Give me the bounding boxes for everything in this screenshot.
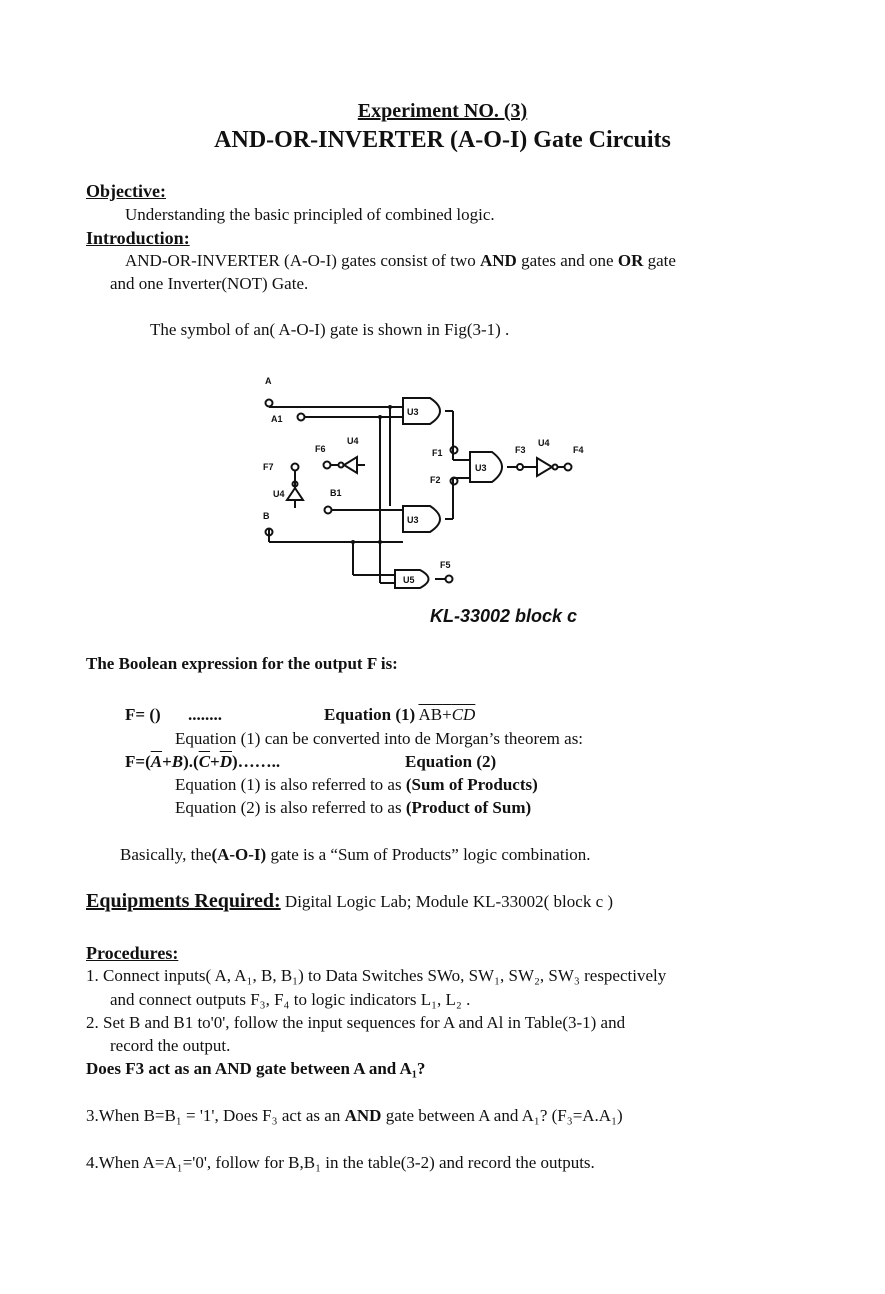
label-F2: F2 [430, 475, 441, 485]
figure-caption: KL-33002 block c [430, 606, 578, 626]
label-U3-top: U3 [407, 407, 419, 417]
experiment-number: Experiment NO. (3) [357, 100, 528, 122]
eq1-lhs: F= () [125, 705, 161, 724]
label-F7: F7 [263, 462, 274, 472]
label-B1: B1 [330, 488, 342, 498]
procedure-1-line1: 1. Connect inputs( A, A₁, B, B₁) to Data Switches SWo, SW₁, SW₂, SW₃ respectively [86, 966, 667, 985]
sop-line: Equation (1) is also referred to as (Sum of Products) [175, 775, 538, 794]
label-U4-right: U4 [538, 438, 550, 448]
label-B: B [263, 511, 270, 521]
label-F4: F4 [573, 445, 584, 455]
boolean-heading: The Boolean expression for the output F is: [86, 654, 398, 673]
introduction-line2: and one Inverter(NOT) Gate. [110, 274, 309, 293]
label-U5: U5 [403, 575, 415, 585]
eq2-expression: $F=(\overline{A}+B).(\overline{C}+\overline{D})\dots\dots$.. [125, 752, 281, 771]
introduction-line1: AND-OR-INVERTER (A-O-I) gates consist of two AND gates and one OR gate [125, 251, 676, 270]
introduction-heading: Introduction: [86, 228, 190, 248]
label-A: A [265, 376, 272, 386]
basically-line: Basically, the(A-O-I) gate is a “Sum of Products” logic combination. [120, 845, 591, 864]
objective-text: Understanding the basic principled of combined logic. [125, 205, 495, 224]
label-U3-mid: U3 [475, 463, 487, 473]
label-F5: F5 [440, 560, 451, 570]
label-U4-top: U4 [347, 436, 359, 446]
label-F1: F1 [432, 448, 443, 458]
label-F6: F6 [315, 444, 326, 454]
equipment-line: Equipments Required: Digital Logic Lab; Module KL-33002( block c ) [86, 890, 614, 912]
label-U4-left: U4 [273, 489, 285, 499]
aoi-circuit-diagram [255, 370, 635, 605]
eq1-dots: ........ [188, 705, 222, 724]
demorgan-text: Equation (1) can be converted into de Morgan’s theorem as: [175, 729, 584, 748]
question-1: Does F3 act as an AND gate between A and A₁? [86, 1059, 426, 1078]
eq1-expression: Equation (1) AB+CD [324, 705, 476, 724]
label-F3: F3 [515, 445, 526, 455]
procedure-2-line2: record the output. [110, 1036, 231, 1055]
pos-line: Equation (2) is also referred to as (Product of Sum) [175, 798, 532, 817]
procedure-2-line1: 2. Set B and B1 to'0', follow the input sequences for A and Al in Table(3-1) and [86, 1013, 626, 1032]
symbol-sentence: The symbol of an( A-O-I) gate is shown in Fig(3-1) . [150, 320, 510, 339]
objective-heading: Objective: [86, 181, 166, 201]
procedure-1-line2: and connect outputs F₃, F₄ to logic indicators L₁, L₂ . [110, 990, 471, 1009]
eq2-label: Equation (2) [405, 752, 497, 771]
procedure-4: 4.When A=A₁='0', follow for B,B₁ in the table(3-2) and record the outputs. [86, 1153, 595, 1172]
label-U3-bottom: U3 [407, 515, 419, 525]
page-title: AND-OR-INVERTER (A-O-I) Gate Circuits [214, 127, 671, 153]
procedure-3: 3.When B=B₁ = '1', Does F₃ act as an AND gate between A and A₁? (F₃=A.A₁) [86, 1106, 623, 1125]
procedures-heading: Procedures: [86, 943, 179, 963]
label-A1: A1 [271, 414, 283, 424]
